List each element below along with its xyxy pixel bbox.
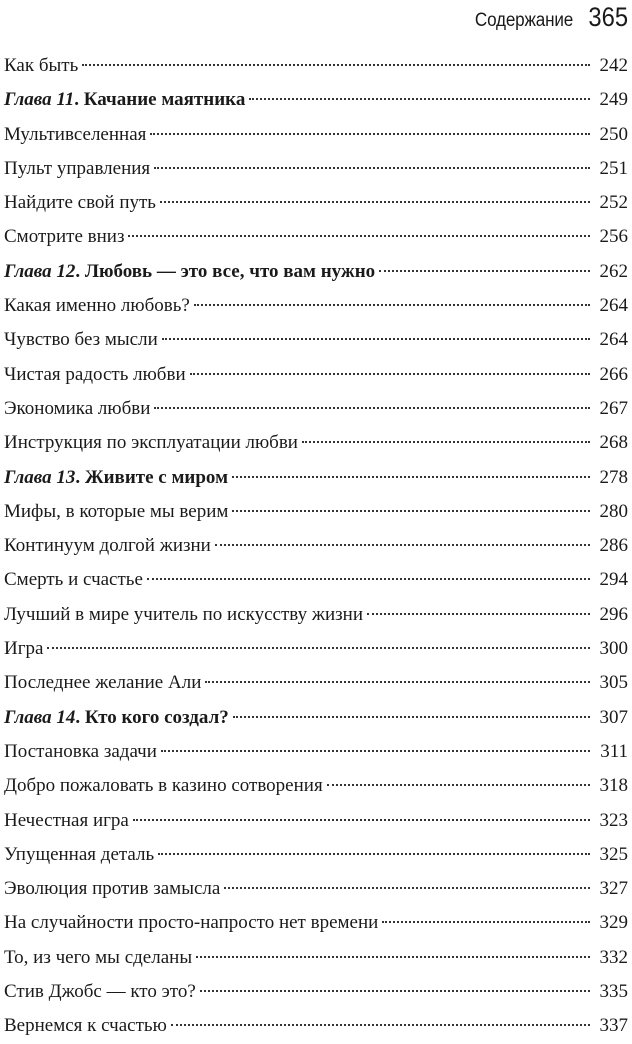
toc-entry[interactable] xyxy=(4,392,628,426)
section-title: Какая именно любовь? xyxy=(4,295,190,317)
entry-page-number: 305 xyxy=(599,672,628,694)
chapter-title: Качание маятника xyxy=(83,89,246,111)
dot-leader xyxy=(47,647,590,649)
entry-page-number: 267 xyxy=(599,397,628,419)
entry-text xyxy=(4,392,150,426)
toc-entry[interactable] xyxy=(4,666,628,700)
section-title: Найдите свой путь xyxy=(4,192,156,214)
dot-leader xyxy=(160,201,590,203)
toc-entry[interactable] xyxy=(4,289,628,323)
dot-leader xyxy=(158,853,590,855)
toc-entry[interactable] xyxy=(4,118,628,152)
entry-page-number: 268 xyxy=(599,432,628,454)
toc-entry[interactable] xyxy=(4,632,628,666)
section-title: Чувство без мысли xyxy=(4,329,158,351)
running-head xyxy=(464,2,628,33)
entry-page-number: 262 xyxy=(599,260,628,282)
chapter-separator: . xyxy=(75,706,85,728)
dot-leader xyxy=(150,133,590,135)
entry-text xyxy=(4,186,156,220)
entry-page-number: 264 xyxy=(599,295,628,317)
dot-leader xyxy=(302,441,590,443)
dot-leader xyxy=(147,578,590,580)
chapter-label: Глава 14 xyxy=(4,706,76,728)
entry-text xyxy=(4,632,43,666)
entry-text xyxy=(4,941,192,975)
dot-leader xyxy=(249,98,590,100)
entry-text xyxy=(4,735,157,769)
entry-page-number: 329 xyxy=(599,912,628,934)
toc-entry[interactable] xyxy=(4,872,628,906)
section-title: Упущенная деталь xyxy=(4,843,155,865)
chapter-separator: . xyxy=(74,89,84,111)
entry-text xyxy=(4,49,78,83)
chapter-title: Живите с миром xyxy=(84,466,229,488)
entry-text xyxy=(4,220,124,254)
entry-text xyxy=(4,838,154,872)
entry-text xyxy=(4,563,143,597)
entry-page-number: 337 xyxy=(599,1015,628,1037)
entry-text xyxy=(4,461,228,495)
toc-entry[interactable] xyxy=(4,563,628,597)
section-title: Континуум долгой жизни xyxy=(4,535,211,557)
section-title: Последнее желание Али xyxy=(4,672,202,694)
entry-page-number: 250 xyxy=(599,123,628,145)
entry-page-number: 323 xyxy=(599,809,628,831)
entry-page-number: 278 xyxy=(599,466,628,488)
entry-text xyxy=(4,118,146,152)
entry-text xyxy=(4,83,245,117)
page-number: 365 xyxy=(588,2,628,32)
toc-entry[interactable] xyxy=(4,152,628,186)
toc-entry[interactable] xyxy=(4,529,628,563)
toc-chapter-entry[interactable] xyxy=(4,461,628,495)
toc-entry[interactable] xyxy=(4,906,628,940)
section-title: Постановка задачи xyxy=(4,740,157,762)
toc-entry[interactable] xyxy=(4,220,628,254)
toc-entry[interactable] xyxy=(4,838,628,872)
dot-leader xyxy=(379,270,590,272)
chapter-title: Любовь — это все, что вам нужно xyxy=(84,260,376,282)
entry-page-number: 264 xyxy=(599,329,628,351)
entry-text xyxy=(4,358,186,392)
entry-page-number: 296 xyxy=(599,603,628,625)
dot-leader xyxy=(224,887,590,889)
section-title: Добро пожаловать в казино сотворения xyxy=(4,775,323,797)
toc-entry[interactable] xyxy=(4,49,628,83)
toc-entry[interactable] xyxy=(4,495,628,529)
entry-page-number: 280 xyxy=(599,500,628,522)
entry-text xyxy=(4,289,190,323)
toc-entry[interactable] xyxy=(4,323,628,357)
running-title: Содержание xyxy=(474,10,573,31)
section-title: Смотрите вниз xyxy=(4,226,125,248)
dot-leader xyxy=(215,544,590,546)
entry-text xyxy=(4,769,323,803)
dot-leader xyxy=(162,338,590,340)
section-title: На случайности просто-напросто нет времени xyxy=(4,912,379,934)
entry-page-number: 311 xyxy=(600,740,628,762)
entry-page-number: 327 xyxy=(599,878,628,900)
section-title: Чистая радость любви xyxy=(4,363,186,385)
toc-chapter-entry[interactable] xyxy=(4,255,628,289)
dot-leader xyxy=(154,167,590,169)
toc-chapter-entry[interactable] xyxy=(4,701,628,735)
dot-leader xyxy=(82,64,590,66)
entry-page-number: 266 xyxy=(599,363,628,385)
section-title: Пульт управления xyxy=(4,157,151,179)
table-of-contents xyxy=(4,49,628,1044)
toc-entry[interactable] xyxy=(4,804,628,838)
chapter-label: Глава 13 xyxy=(4,466,76,488)
chapter-title: Кто кого создал? xyxy=(84,706,229,728)
chapter-label: Глава 11 xyxy=(4,89,75,111)
entry-text xyxy=(4,872,220,906)
entry-page-number: 242 xyxy=(599,55,628,76)
chapter-separator: . xyxy=(75,260,85,282)
toc-entry[interactable] xyxy=(4,769,628,803)
section-title: Инструкция по эксплуатации любви xyxy=(4,432,298,454)
section-title: То, из чего мы сделаны xyxy=(4,946,193,968)
dot-leader xyxy=(367,613,590,615)
toc-entry[interactable] xyxy=(4,598,628,632)
toc-entry[interactable] xyxy=(4,426,628,460)
section-title: Мифы, в которые мы верим xyxy=(4,500,229,522)
dot-leader xyxy=(171,1024,590,1026)
dot-leader xyxy=(194,304,590,306)
dot-leader xyxy=(232,476,590,478)
toc-entry[interactable] xyxy=(4,975,628,1009)
section-title: Мультивселенная xyxy=(4,123,147,145)
toc-chapter-entry[interactable] xyxy=(4,83,628,117)
entry-text xyxy=(4,323,158,357)
dot-leader xyxy=(327,784,590,786)
chapter-label: Глава 12 xyxy=(4,260,76,282)
dot-leader xyxy=(205,681,590,683)
dot-leader xyxy=(233,716,590,718)
entry-text xyxy=(4,495,228,529)
entry-page-number: 318 xyxy=(599,775,628,797)
toc-entry[interactable] xyxy=(4,186,628,220)
entry-text xyxy=(4,529,211,563)
section-title: Смерть и счастье xyxy=(4,569,143,591)
dot-leader xyxy=(200,990,590,992)
dot-leader xyxy=(190,373,590,375)
toc-entry[interactable] xyxy=(4,358,628,392)
entry-text xyxy=(4,152,150,186)
dot-leader xyxy=(128,235,590,237)
section-title: Игра xyxy=(4,638,44,660)
section-title: Экономика любви xyxy=(4,397,151,419)
entry-text xyxy=(4,804,129,838)
entry-page-number: 294 xyxy=(599,569,628,591)
section-title: Нечестная игра xyxy=(4,809,129,831)
section-title: Стив Джобс — кто это? xyxy=(4,981,196,1003)
toc-entry[interactable] xyxy=(4,941,628,975)
entry-page-number: 252 xyxy=(599,192,628,214)
entry-text xyxy=(4,1009,167,1043)
entry-page-number: 251 xyxy=(599,157,628,179)
dot-leader xyxy=(382,921,590,923)
entry-text xyxy=(4,426,298,460)
dot-leader xyxy=(154,407,590,409)
entry-text xyxy=(4,906,378,940)
entry-text xyxy=(4,255,375,289)
entry-page-number: 286 xyxy=(599,535,628,557)
section-title: Вернемся к счастью xyxy=(4,1015,167,1037)
entry-text xyxy=(4,975,196,1009)
entry-page-number: 256 xyxy=(599,226,628,248)
entry-page-number: 300 xyxy=(599,638,628,660)
entry-page-number: 307 xyxy=(599,706,628,728)
entry-page-number: 335 xyxy=(599,981,628,1003)
entry-page-number: 332 xyxy=(599,946,628,968)
toc-entry[interactable] xyxy=(4,735,628,769)
dot-leader xyxy=(232,510,590,512)
entry-text xyxy=(4,666,201,700)
section-title: Эволюция против замысла xyxy=(4,878,221,900)
entry-text xyxy=(4,598,363,632)
dot-leader xyxy=(196,956,590,958)
entry-text xyxy=(4,701,229,735)
dot-leader xyxy=(161,750,590,752)
section-title: Лучший в мире учитель по искусству жизни xyxy=(4,603,363,625)
entry-page-number: 325 xyxy=(599,843,628,865)
chapter-separator: . xyxy=(75,466,85,488)
dot-leader xyxy=(133,819,590,821)
toc-entry[interactable] xyxy=(4,1009,628,1043)
entry-page-number: 249 xyxy=(599,89,628,111)
section-title: Как быть xyxy=(4,55,79,76)
